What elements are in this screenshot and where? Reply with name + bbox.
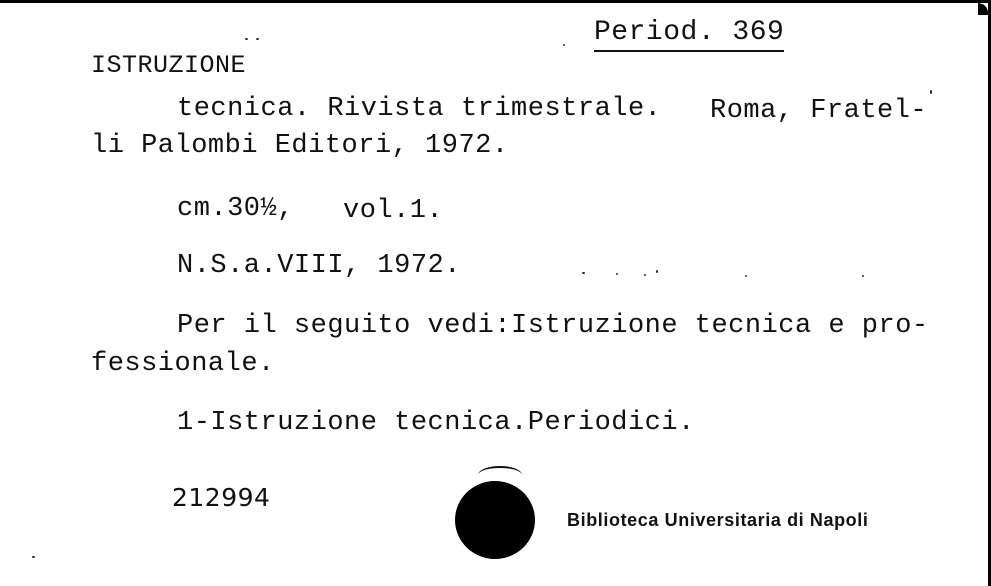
- speck: [245, 38, 248, 40]
- speck: [745, 275, 747, 277]
- speck: [930, 90, 932, 94]
- title-line-2: li Palombi Editori, 1972.: [91, 131, 509, 161]
- speck: [616, 273, 618, 275]
- speck: [256, 38, 259, 40]
- library-seal-icon: [455, 481, 535, 559]
- speck: [32, 556, 35, 558]
- dimensions: cm.30½,: [177, 194, 294, 224]
- speck: [862, 275, 864, 277]
- subject-heading: 1-Istruzione tecnica.Periodici.: [177, 408, 695, 438]
- library-stamp: Biblioteca Universitaria di Napoli: [567, 510, 869, 530]
- speck: [582, 272, 585, 274]
- heading: ISTRUZIONE: [91, 51, 247, 80]
- title-line-1-left: tecnica. Rivista trimestrale.: [177, 94, 662, 124]
- speck: [644, 274, 646, 276]
- series-note: N.S.a.VIII, 1972.: [177, 251, 461, 281]
- title-line-1-right: Roma, Fratel-: [710, 96, 928, 126]
- volumes: vol.1.: [343, 196, 444, 226]
- speck: [563, 44, 565, 46]
- card-corner: [978, 3, 988, 15]
- continued-note-line-1: Per il seguito vedi:Istruzione tecnica e pro-: [177, 311, 929, 341]
- speck: [656, 270, 658, 273]
- card-top-edge: [0, 0, 991, 3]
- continued-note-line-2: fessionale.: [91, 349, 275, 379]
- inventory-number: 212994: [172, 483, 271, 512]
- call-number: Period. 369: [594, 17, 784, 52]
